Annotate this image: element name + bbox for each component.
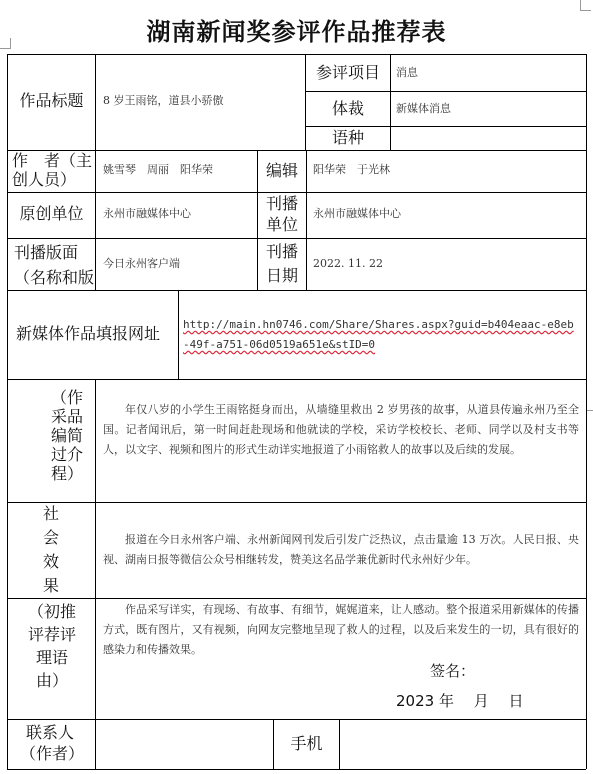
- category-label: 参评项目: [315, 63, 380, 82]
- url-value[interactable]: http://main.hn0746.com/Share/Shares.aspx?guid=b404eaac-e8eb-49f-a751-06d0519a651e&stID=0: [183, 318, 574, 351]
- genre-value: 新媒体消息: [396, 102, 451, 115]
- publish-page-value: 今日永州客户端: [103, 257, 180, 270]
- signature-date: 2023 年 月 日: [396, 692, 524, 710]
- review-label: （初推评荐评理语由）: [27, 602, 76, 690]
- publish-unit-value: 永州市融媒体中心: [313, 207, 401, 220]
- editor-value: 阳华荣 于光林: [313, 163, 390, 176]
- effect-value: 报道在今日永州客户端、永州新闻网刊发后引发广泛热议，点击量逾 13 万次。人民日报、央视、湖南日报等微信公众号相继转发，赞美这名品学兼优新时代永州好少年。: [103, 533, 579, 566]
- language-label: 语种: [331, 128, 364, 147]
- publish-unit-label: 刊播单位: [265, 194, 298, 234]
- work-title-value: 8 岁王雨铭，道县小骄傲: [103, 94, 224, 107]
- margin-tick: [587, 410, 593, 411]
- contact-label: 联系人（作者）: [20, 723, 85, 763]
- author-value: 姚雪琴 周丽 阳华荣: [103, 163, 213, 176]
- margin-tick: [0, 48, 6, 49]
- document-title: 湖南新闻奖参评作品推荐表: [146, 18, 447, 46]
- process-value: 年仅八岁的小学生王雨铭挺身而出，从墙缝里救出 2 岁男孩的故事，从道县传遍永州乃至全国。记者闻讯后，第一时间赶赴现场和他就读的学校，采访学校校长、老师、同学以及村支书等人，以文字、视频和图片的形式生动详实地报道了小雨铭救人的故事以及后续的发展。: [103, 403, 579, 456]
- process-label: （作采品编简过介程）: [50, 388, 83, 483]
- editor-label: 编辑: [265, 161, 298, 180]
- genre-label: 体裁: [331, 99, 364, 118]
- origin-unit-label: 原创单位: [19, 204, 84, 223]
- origin-unit-value: 永州市融媒体中心: [103, 207, 191, 220]
- url-label: 新媒体作品填报网址: [16, 324, 161, 343]
- author-label: 作 者（主创人员）: [12, 151, 93, 189]
- publish-date-label: 刊播日期: [265, 242, 298, 285]
- category-value: 消息: [396, 66, 418, 79]
- effect-label: 社会效果: [42, 504, 59, 595]
- page-corner-mark: [580, 0, 591, 11]
- publish-page-label: 刊播版面（名称和版: [14, 243, 95, 287]
- work-title-label: 作品标题: [19, 91, 84, 110]
- phone-label: 手机: [290, 734, 323, 753]
- review-value: 作品采写详实，有现场、有故事、有细节，娓娓道来，让人感动。整个报道采用新媒体的传播方式，既有图片，又有视频，向网友完整地呈现了救人的过程，以及后来发生的一切，具有很好的感染力和传播效果。: [103, 603, 579, 656]
- publish-date-value: 2022. 11. 22: [313, 257, 383, 270]
- signature-label: 签名：: [430, 662, 476, 680]
